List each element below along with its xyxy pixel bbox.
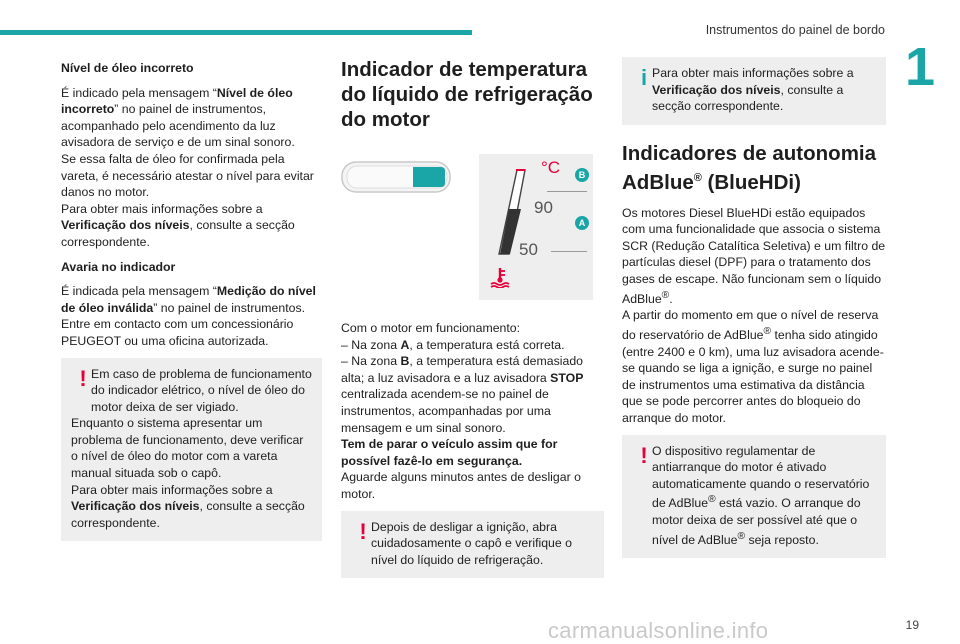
warning-text: Em caso de problema de funcionamento do indicador elétrico, o nível de óleo do motor deixa de ser vigiado. (91, 366, 312, 414)
warning-box-adblue (622, 435, 886, 559)
text: seja reposto. (745, 532, 819, 547)
warning-text: Enquanto o sistema apresentar um problema de funcionamento, deve verificar o nível de óleo do motor com a vareta manual situada sob o capô. (71, 416, 304, 481)
text: Entre em contacto com um concessionário PEUGEOT ou uma oficina autorizada. (61, 317, 294, 348)
text-bold: Verificação dos níveis (71, 499, 200, 514)
text: , consulte a secção correspondente. (61, 218, 295, 249)
warning-exclamation-icon: ! (359, 518, 367, 544)
text: , a temperatura está correta. (409, 337, 565, 352)
paragraph-fault-message (61, 283, 322, 349)
text-bold: Verificação dos níveis (61, 218, 190, 233)
text-sup: ® (661, 289, 670, 301)
text: ” no painel de instrumentos, acompanhado pelo acendimento da luz avisadora de serviço e de um sinal sonoro. (61, 102, 295, 150)
heading-coolant-temperature: Indicador de temperatura do líquido de refrigeração do motor (341, 58, 593, 131)
text-bold: Nível de óleo incorreto (61, 85, 293, 117)
coolant-temperature-icon (489, 266, 511, 288)
coolant-gauge-illustration (341, 148, 604, 308)
gauge-tick (551, 251, 587, 252)
text-bold: Tem de parar o veículo assim que for possível fazê-lo em segurança. (341, 437, 558, 468)
warning-box-coolant (341, 511, 604, 579)
warning-exclamation-icon: ! (79, 365, 87, 391)
text: Com o motor em funcionamento: (341, 321, 521, 335)
text: A partir do momento em que o nível de reserva do reservatório de AdBlue (622, 308, 879, 342)
warning-text: Para obter mais informações sobre a (71, 482, 273, 497)
header-accent-bar (0, 30, 472, 35)
text: Para obter mais informações sobre a (652, 66, 854, 80)
text: Para obter mais informações sobre a (61, 201, 263, 216)
info-icon: i (640, 65, 648, 90)
info-text (632, 65, 876, 115)
text: . (669, 291, 673, 306)
zone-b-badge: B (575, 168, 589, 182)
text-sup: ® (708, 494, 716, 506)
column-2 (341, 57, 604, 586)
text: centralizada acendem-se no painel de instrumentos, acompanhadas por uma mensagem e um sinal sonoro. (341, 387, 551, 435)
warning-text: , consulte a secção correspondente. (71, 499, 305, 530)
text: Indicadores de autonomia AdBlue (622, 141, 877, 194)
text-bold: Medição do nível de óleo inválida (61, 284, 316, 315)
page-number: 19 (905, 618, 919, 632)
zone-a-badge: A (575, 216, 589, 230)
text: Os motores Diesel BlueHDi estão equipados com uma funcionalidade que associa o sistema SCR (Redução Catalítica Seletiva) e um filtro de partículas diesel (DPF) para o tratamento dos gases de escape. Não funcionam sem o líquido AdBlue (622, 205, 886, 306)
text: É indicada pela mensagem “ (61, 284, 217, 299)
text: (BlueHDi) (701, 170, 801, 194)
text: O dispositivo regulamentar de antiarranque do motor é ativado automaticamente quando o reservatório de AdBlue (652, 443, 870, 511)
column-3 (622, 57, 886, 566)
text: , a temperatura está demasiado alta; a luz avisadora e a luz avisadora (341, 354, 583, 385)
gauge-label-90: 90 (534, 198, 553, 217)
text: tenha sido atingido (entre 2400 e 0 km), uma luz avisadora acende-se quando se liga a ignição, e surge no painel de instrumentos uma estimativa da distância que se pode percorrer antes do bloqueio do arranque do motor. (622, 327, 884, 425)
gauge-label-50: 50 (519, 240, 538, 259)
heading-indicator-fault: Avaria no indicador (61, 259, 176, 274)
text-bold: B (400, 354, 410, 369)
warning-exclamation-icon: ! (640, 442, 648, 468)
page-header-title: Instrumentos do painel de bordo (705, 23, 885, 37)
paragraph-adblue-intro (622, 205, 886, 427)
heading-adblue (622, 141, 886, 195)
text-bold: STOP (550, 370, 584, 385)
text: ” no painel de instrumentos. (153, 300, 306, 315)
warning-text (632, 443, 876, 549)
watermark-logo: carmanualsonline.info (548, 618, 769, 643)
warning-text: Depois de desligar a ignição, abra cuidadosamente o capô e verifique o nível do líquido de refrigeração. (371, 519, 572, 567)
text: É indicado pela mensagem “ (61, 85, 217, 100)
text: – Na zona (341, 354, 401, 369)
chapter-number: 1 (905, 37, 936, 97)
paragraph-oil-message (61, 85, 322, 251)
text: – Na zona (341, 337, 401, 352)
warning-box-oil (61, 358, 322, 542)
text: , consulte a secção correspondente. (652, 82, 844, 114)
column-1 (61, 60, 322, 549)
text: Aguarde alguns minutos antes de desligar o motor. (341, 470, 581, 501)
gauge-tick (547, 191, 587, 192)
text-sup: ® (763, 325, 772, 337)
info-box-levels (622, 57, 886, 125)
text-sup: ® (737, 530, 746, 542)
text-sup: ® (693, 171, 702, 184)
text: Se essa falta de óleo for confirmada pela vareta, é necessário atestar o nível para evitar danos no motor. (61, 151, 314, 200)
text: está vazio. O arranque do motor deixa de ser possível até que o nível de AdBlue (652, 496, 861, 547)
text-bold: A (400, 337, 410, 352)
gauge-detail-panel (479, 154, 593, 300)
heading-oil-level-incorrect: Nível de óleo incorreto (61, 61, 194, 75)
gauge-unit-label: °C (541, 158, 561, 177)
text-bold: Verificação dos níveis (652, 82, 781, 97)
paragraph-zones (341, 320, 604, 503)
gauge-overview-icon (341, 158, 453, 196)
